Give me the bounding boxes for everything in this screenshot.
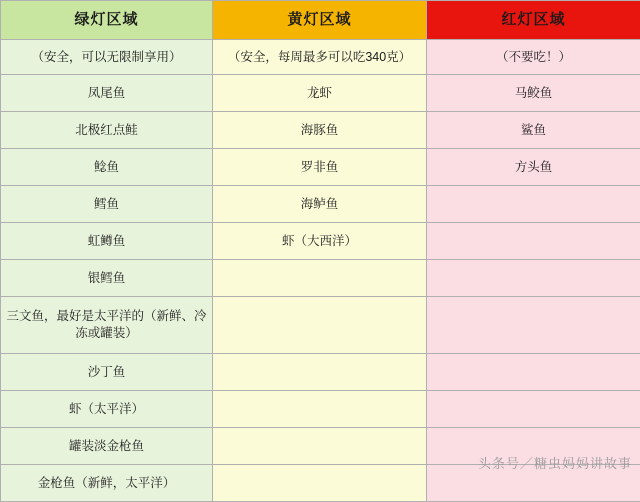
- cell-green: 凤尾鱼: [1, 75, 213, 112]
- cell-green: 罐装淡金枪鱼: [1, 428, 213, 465]
- table-row: [1, 186, 640, 223]
- cell-red: [427, 391, 640, 428]
- cell-red: [427, 186, 640, 223]
- table-row: [1, 354, 640, 391]
- table-row: [1, 428, 640, 465]
- cell-green: 虾（太平洋）: [1, 391, 213, 428]
- cell-red: [427, 354, 640, 391]
- cell-green: 三文鱼，最好是太平洋的（新鲜、冷冻或罐装）: [1, 297, 213, 354]
- subheader-cell-green: （安全，可以无限制享用）: [1, 40, 213, 75]
- cell-yellow: [213, 354, 427, 391]
- table-row: [1, 149, 640, 186]
- header-cell-green: 绿灯区域: [1, 1, 213, 40]
- cell-red: 方头鱼: [427, 149, 640, 186]
- table-row: [1, 465, 640, 502]
- cell-yellow: 虾（大西洋）: [213, 223, 427, 260]
- cell-red: [427, 465, 640, 502]
- cell-yellow: 罗非鱼: [213, 149, 427, 186]
- cell-red: 马鲛鱼: [427, 75, 640, 112]
- cell-red: [427, 297, 640, 354]
- table-row: [1, 112, 640, 149]
- header-cell-red: 红灯区域: [427, 1, 640, 40]
- cell-red: [427, 260, 640, 297]
- subheader-cell-yellow: （安全，每周最多可以吃340克）: [213, 40, 427, 75]
- table-row: [1, 223, 640, 260]
- cell-red: [427, 428, 640, 465]
- table-row: [1, 391, 640, 428]
- cell-green: 金枪鱼（新鲜，太平洋）: [1, 465, 213, 502]
- cell-yellow: 龙虾: [213, 75, 427, 112]
- cell-green: 虹鳟鱼: [1, 223, 213, 260]
- table-row: [1, 297, 640, 354]
- cell-yellow: [213, 297, 427, 354]
- subheader-cell-red: （不要吃！）: [427, 40, 640, 75]
- cell-green: 银鳕鱼: [1, 260, 213, 297]
- watermark-text: 头条号／糖虫妈妈讲故事: [478, 453, 632, 472]
- cell-yellow: [213, 428, 427, 465]
- cell-red: [427, 223, 640, 260]
- cell-yellow: [213, 465, 427, 502]
- cell-yellow: 海鲈鱼: [213, 186, 427, 223]
- cell-yellow: [213, 260, 427, 297]
- cell-green: 沙丁鱼: [1, 354, 213, 391]
- cell-yellow: 海豚鱼: [213, 112, 427, 149]
- header-cell-yellow: 黄灯区域: [213, 1, 427, 40]
- cell-green: 北极红点鲑: [1, 112, 213, 149]
- cell-yellow: [213, 391, 427, 428]
- table-subheader-row: [1, 40, 640, 75]
- cell-green: 鳕鱼: [1, 186, 213, 223]
- cell-red: 鲨鱼: [427, 112, 640, 149]
- table-row: [1, 75, 640, 112]
- table-row: [1, 260, 640, 297]
- cell-green: 鲶鱼: [1, 149, 213, 186]
- table-header-row: [1, 1, 640, 40]
